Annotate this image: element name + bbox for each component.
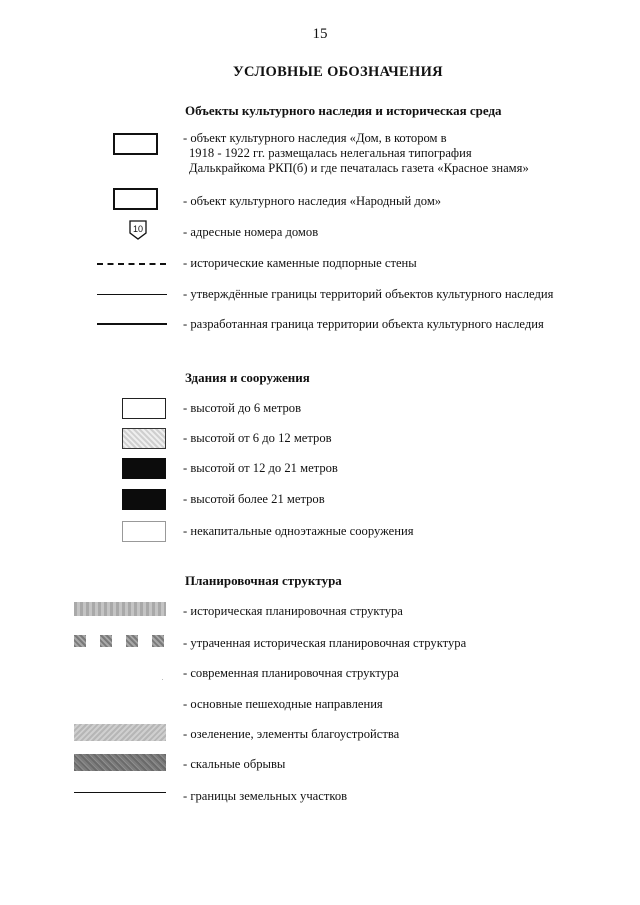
legend-text: - высотой более 21 метров xyxy=(183,492,325,506)
cliff-symbol xyxy=(74,754,166,771)
legend-text: - утраченная историческая планировочная структура xyxy=(183,636,467,650)
pedestrian-symbol xyxy=(162,679,163,680)
legend-text: - высотой до 6 метров xyxy=(183,401,302,415)
section-title-buildings: Здания и сооружения xyxy=(185,370,310,385)
thin-line-symbol xyxy=(97,294,167,295)
address-badge-icon xyxy=(128,220,148,240)
dashed-line-symbol xyxy=(97,263,166,265)
building-tallest-symbol xyxy=(122,489,166,510)
legend-text: - основные пешеходные направления xyxy=(183,697,383,711)
page-number: 15 xyxy=(312,26,328,42)
legend-text: - высотой от 12 до 21 метров xyxy=(183,461,338,475)
page-title: УСЛОВНЫЕ ОБОЗНАЧЕНИЯ xyxy=(233,64,443,80)
heritage-object-symbol xyxy=(113,133,158,155)
legend-text: - объект культурного наследия «Дом, в котором в 1918 - 1922 гг. размещалась нелегальная типография Далькрайкома РКП(б) и где печаталась газета «Красное знамя» xyxy=(183,131,529,175)
legend-text: - разработанная граница территории объекта культурного наследия xyxy=(183,317,544,331)
legend-text: - исторические каменные подпорные стены xyxy=(183,256,417,270)
legend-text: - утверждённые границы территорий объектов культурного наследия xyxy=(183,287,554,301)
thick-line-symbol xyxy=(97,323,167,325)
historic-structure-symbol xyxy=(74,602,166,616)
heritage-object-symbol xyxy=(113,188,158,210)
land-plot-border-symbol xyxy=(74,792,166,793)
legend-text: - скальные обрывы xyxy=(183,757,286,771)
legend-text: - объект культурного наследия «Народный дом» xyxy=(183,194,442,208)
temporary-structure-symbol xyxy=(122,521,166,542)
greenery-symbol xyxy=(74,724,166,741)
legend-text: - озеленение, элементы благоустройства xyxy=(183,727,400,741)
section-title-heritage: Объекты культурного наследия и историческая среда xyxy=(185,103,502,118)
legend-text: - современная планировочная структура xyxy=(183,666,399,680)
legend-text: - некапитальные одноэтажные сооружения xyxy=(183,524,414,538)
building-low-symbol xyxy=(122,398,166,419)
legend-text: - историческая планировочная структура xyxy=(183,604,403,618)
svg-text:10: 10 xyxy=(132,224,144,234)
building-mid-symbol xyxy=(122,428,166,449)
section-title-planning: Планировочная структура xyxy=(185,573,342,588)
legend-text: - высотой от 6 до 12 метров xyxy=(183,431,332,445)
legend-text: - границы земельных участков xyxy=(183,789,348,803)
legend-text: - адресные номера домов xyxy=(183,225,319,239)
lost-structure-symbol xyxy=(74,635,166,647)
building-high-symbol xyxy=(122,458,166,479)
